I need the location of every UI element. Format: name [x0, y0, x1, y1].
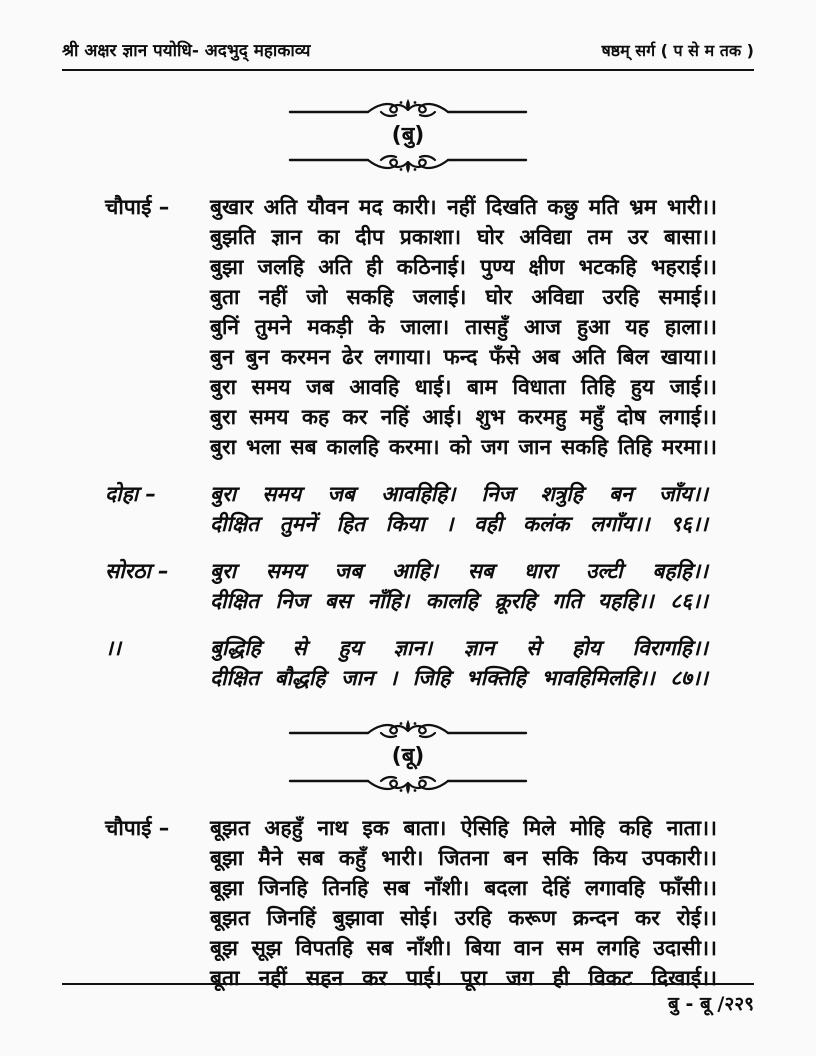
flourish-ornament-icon [288, 771, 528, 795]
verse-section-unlabeled [63, 633, 753, 693]
verse-block [210, 556, 708, 616]
flourish-divider [63, 719, 753, 795]
verse-block [210, 192, 717, 462]
verse-line: बूझत जिनहिं बुझावा सोई। उरहि करूण क्रन्दन कर रोई।। [210, 906, 717, 930]
verse-line: बूझा मैने सब कहुँ भारी। जितना बन सकि किय उपकारी।। [210, 846, 717, 870]
page-footer [62, 983, 754, 1016]
flourish-ornament-icon [288, 719, 528, 743]
verse-section-doha [63, 479, 753, 539]
verse-line: बुझा जलहि अति ही कठिनाई। पुण्य क्षीण भटकहि भहराई।। [210, 255, 717, 279]
verse-type-label: चौपाई – [105, 195, 170, 219]
verse-type-label: ।। [105, 636, 121, 660]
section-heading: (बु) [391, 123, 425, 148]
verse-line: बूझ सूझ विपतहि सब नाँशी। बिया वान सम लगहि उदासी।। [210, 936, 717, 960]
verse-line: बूझत अहहुँ नाथ इक बाता। ऐसिहि मिले मोहि कहि नाता।। [210, 816, 717, 840]
verse-line: दीक्षित बौद्धहि जान । जिहि भक्तिहि भावहिमिलहि।। ८७।। [210, 666, 708, 690]
flourish-ornament-icon [288, 98, 528, 122]
verse-line: दीक्षित तुमनें हित किया । वही कलंक लगाँय।। ९६।। [210, 512, 708, 536]
verse-section-chaupai-2 [63, 813, 753, 993]
verse-line: बुरा समय जब आहि। सब धारा उल्टी बहहि।। [210, 559, 708, 583]
verse-block [210, 479, 708, 539]
verse-line: दीक्षित निज बस नाँहि। कालहि क्रूरहि गति यहहि।। ८६।। [210, 589, 708, 613]
verse-line: बुखार अति यौवन मद कारी। नहीं दिखति कछु मति भ्रम भारी।। [210, 195, 717, 219]
verse-line: बुन बुन करमन ढेर लगाया। फन्द फँसे अब अति बिल खाया।। [210, 345, 717, 369]
flourish-ornament-icon [288, 150, 528, 174]
verse-section-sortha [63, 556, 753, 616]
page-number: बु - बू /२२९ [667, 993, 754, 1015]
verse-line: बुरा भला सब कालहि करमा। को जग जान सकहि तिहि मरमा।। [210, 435, 717, 459]
verse-line: बुता नहीं जो सकहि जलाई। घोर अविद्या उरहि समाई।। [210, 285, 717, 309]
verse-line: बुरा समय जब आवहिहि। निज शत्रुहि बन जाँय।। [210, 482, 708, 506]
verse-type-label: सोरठा – [105, 559, 169, 583]
flourish-divider [63, 98, 753, 174]
book-title: श्री अक्षर ज्ञान पयोधि- अदभुद् महाकाव्य [62, 41, 311, 61]
verse-section-chaupai-1 [63, 192, 753, 462]
verse-block [210, 813, 717, 993]
section-heading: (बू) [391, 744, 425, 769]
verse-line: बुनिं तुमने मकड़ी के जाला। तासहुँ आज हुआ यह हाला।। [210, 315, 717, 339]
verse-block [210, 633, 708, 693]
verse-line: बुरा समय कह कर नहिं आई। शुभ करमहु महुँ दोष लगाई।। [210, 405, 717, 429]
chapter-title: षष्ठम् सर्ग ( प से म तक ) [601, 41, 754, 60]
page-header [62, 38, 754, 71]
verse-type-label: दोहा – [105, 482, 156, 506]
verse-line: बूझा जिनहि तिनहि सब नाँशी। बदला देहिं लगावहि फाँसी।। [210, 876, 717, 900]
verse-line: बुरा समय जब आवहि धाई। बाम विधाता तिहि हुय जाई।। [210, 375, 717, 399]
verse-line: बूता नहीं सहन कर पाई। पूरा जग ही विकट दिखाई।। [210, 966, 717, 990]
verse-type-label: चौपाई – [105, 816, 170, 840]
verse-line: बुझति ज्ञान का दीप प्रकाशा। घोर अविद्या तम उर बासा।। [210, 225, 717, 249]
page-content [63, 98, 753, 1010]
verse-line: बुद्धिहि से हुय ज्ञान। ज्ञान से होय विरागहि।। [210, 636, 708, 660]
